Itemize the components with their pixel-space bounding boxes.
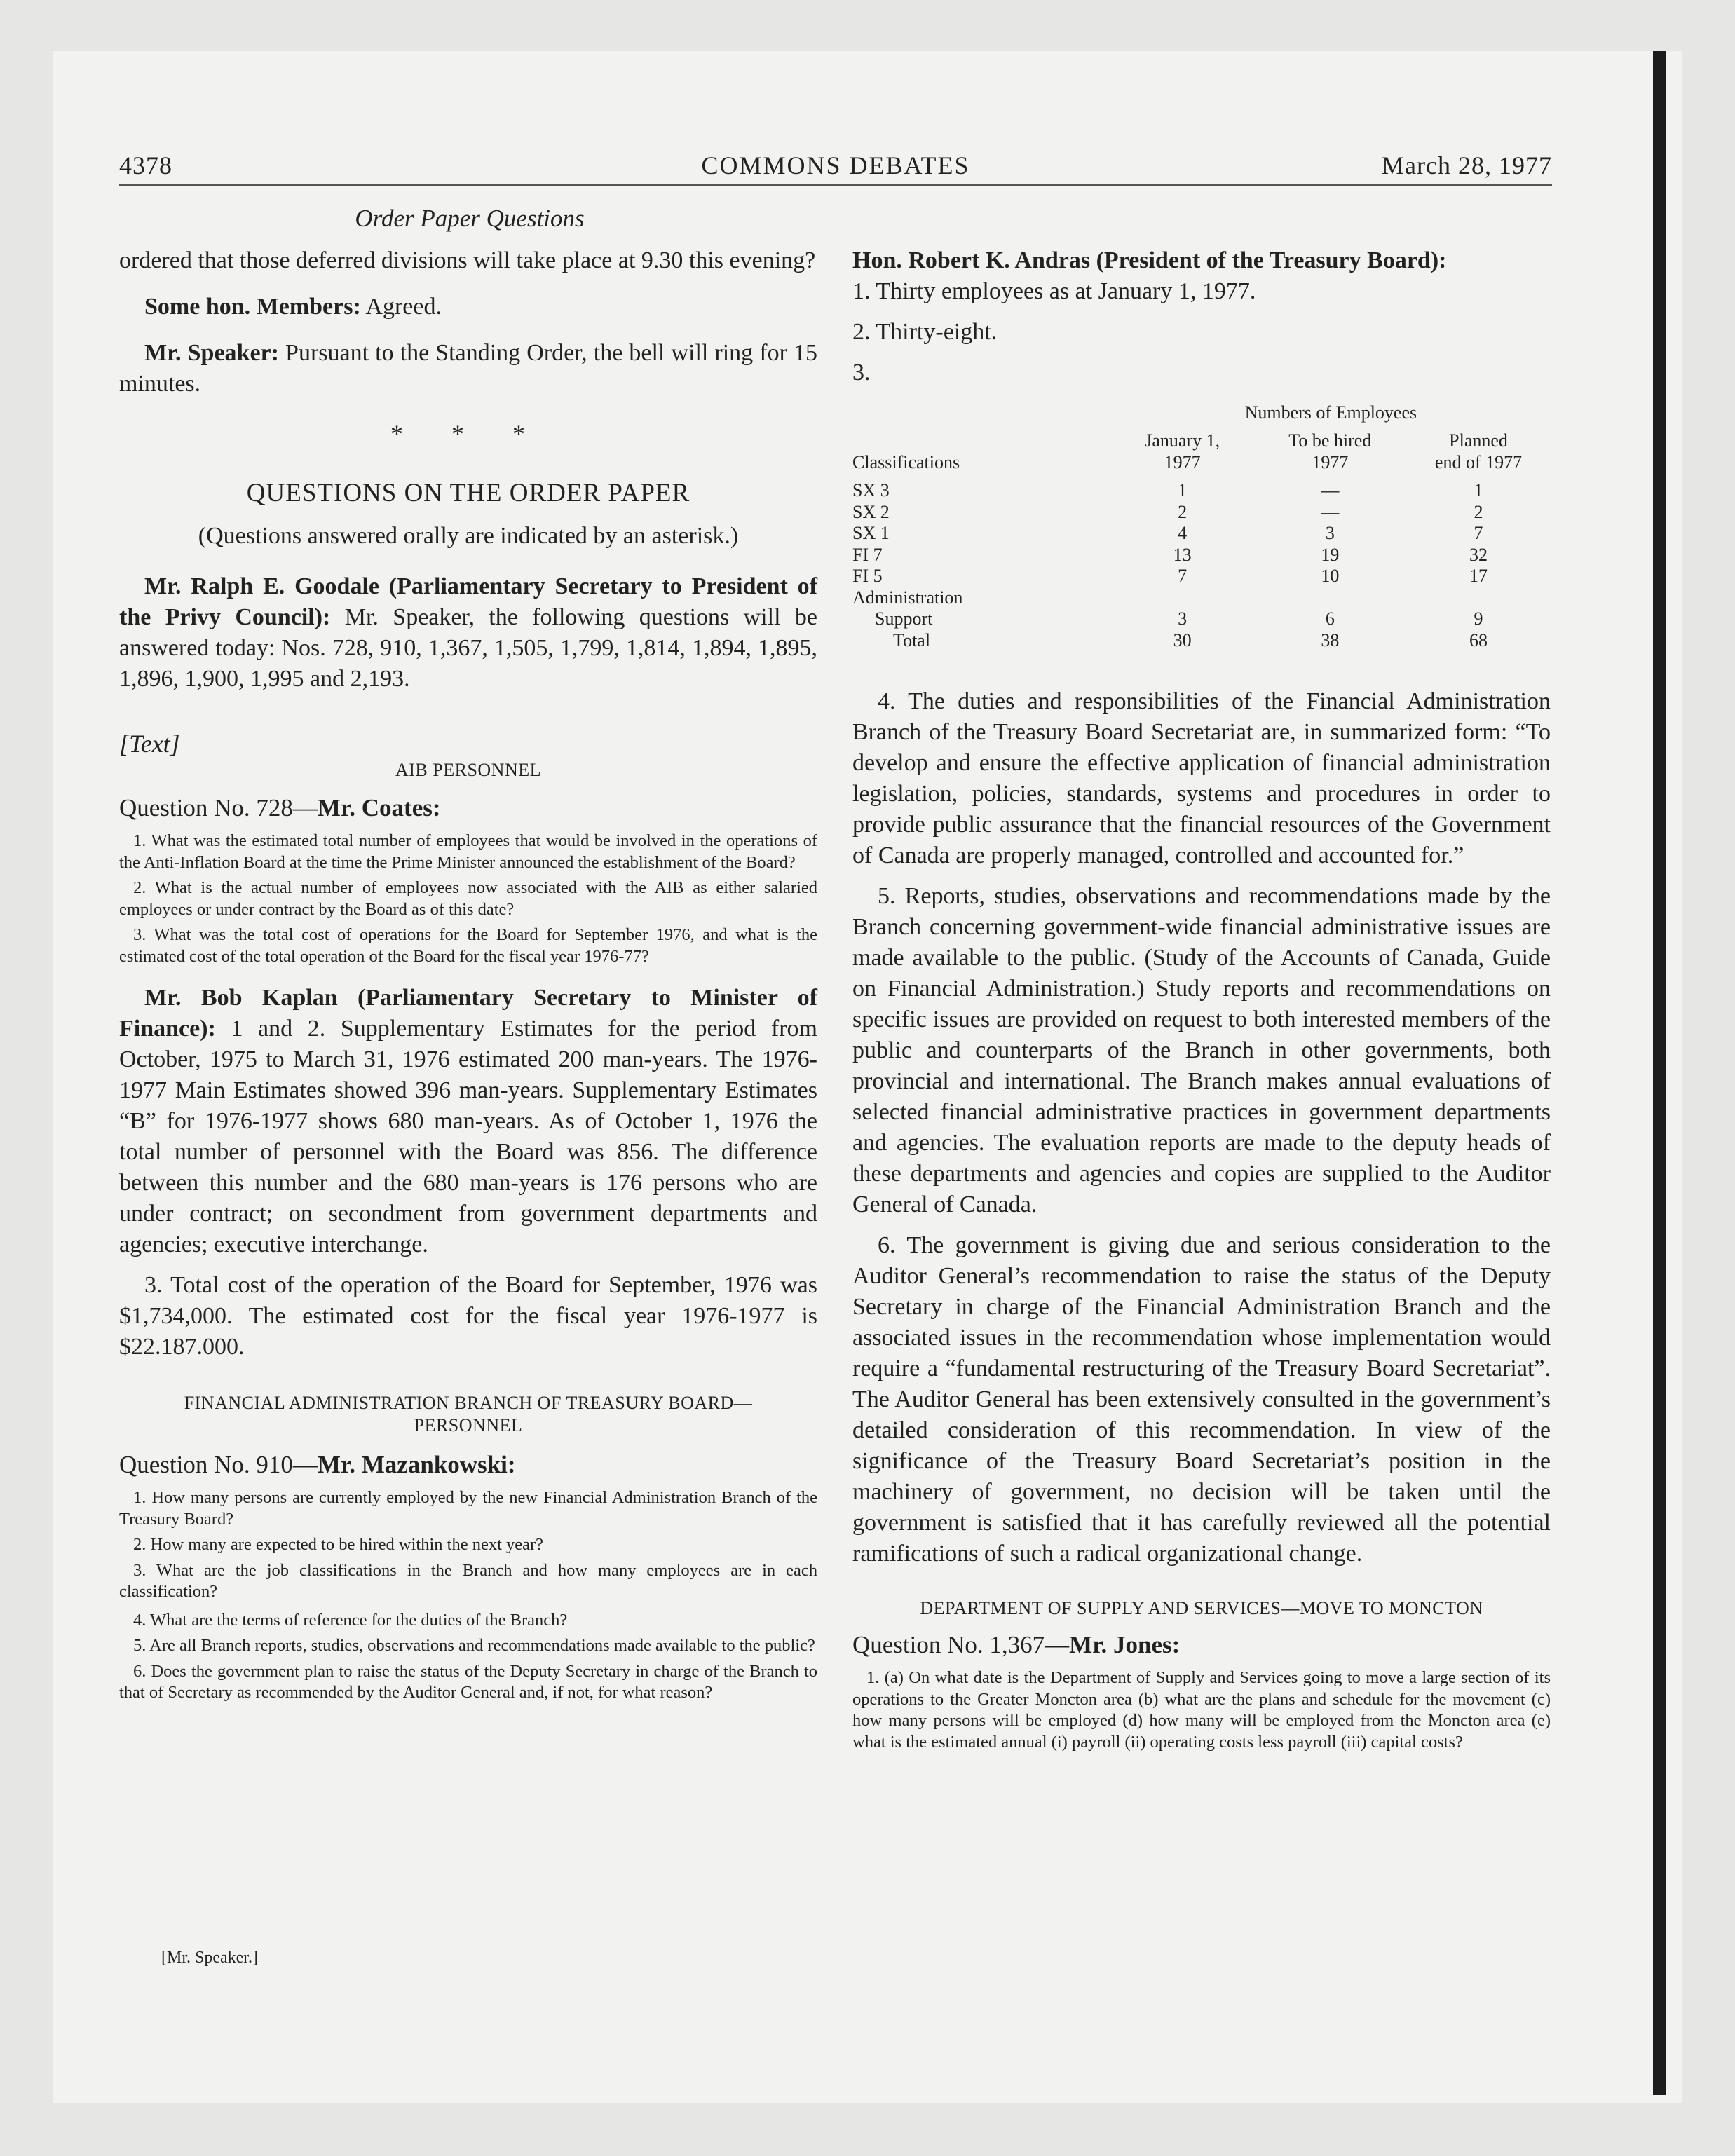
answer-3: 3. bbox=[852, 360, 871, 386]
column-header: January 1, bbox=[1145, 430, 1220, 451]
answer-2: 2. Thirty-eight. bbox=[852, 319, 998, 345]
table-row: Administration bbox=[852, 587, 963, 608]
table-row: SX 3 1 — 1 bbox=[852, 480, 1483, 500]
list-item: 6. Does the government plan to raise the status of the Deputy Secretary in charge of the Branch to that of Secretary as recommended by the Auditor General and, if not, for what reason? bbox=[119, 1661, 817, 1702]
list-item: 5. Are all Branch reports, studies, observations and recommendations made available to the public? bbox=[133, 1636, 815, 1655]
table-row: FI 7 13 19 32 bbox=[852, 544, 1488, 565]
asterisk-note: (Questions answered orally are indicated by an asterisk.) bbox=[198, 523, 739, 549]
paragraph-kaplan: Mr. Bob Kaplan (Parliamentary Secretary to Minister of Finance): 1 and 2. Supplementary Estimates for the period from October, 1975 to March 31, 1976 estimated 200 man-years. The 1976-1977 Main Estimates showed 396 man-years. Supplementary Estimates “B” for 1976-1977 shows 680 man-years. As of October 1, 1976 the total number of personnel with the Board was 856. The difference between this number and the 680 man-years is 176 persons who are under contract; on secondment from government departments and agencies; executive interchange. bbox=[119, 985, 817, 1257]
page-footer: [Mr. Speaker.] bbox=[161, 1949, 258, 1967]
paragraph-deferred-divisions: ordered that those deferred divisions will take place at 9.30 this evening? bbox=[119, 247, 816, 273]
answer-5: 5. Reports, studies, observations and recommendations made by the Branch concerning government-wide financial administrative issues are made available to the public. (Study of the Accounts of Canada, Guide on Financial Administration.) Study reports and recommendations on specific issues are provided on request to both interested members of the public and counterparts of the Branch in other governments, both provincial and international. The Branch makes annual evaluations of selected financial administrative practices in government departments and agencies. The evaluation reports are made to the deputy heads of these departments and agencies and copies are supplied to the Auditor General of Canada. bbox=[852, 883, 1551, 1217]
speaker-name: Mr. Ralph E. Goodale (Parliamentary Secretary to President of the Privy Council): bbox=[119, 573, 817, 630]
running-header bbox=[119, 151, 1552, 186]
table-row-total: Total 30 38 68 bbox=[893, 629, 1488, 650]
speaker-name: Mr. Bob Kaplan (Parliamentary Secretary to Minister of Finance): bbox=[119, 985, 817, 1042]
q910-items bbox=[119, 1487, 817, 1704]
paragraph-members-agreed: Some hon. Members: Agreed. bbox=[144, 294, 442, 320]
answer-4: 4. The duties and responsibilities of the Financial Administration Branch of the Treasury Board Secretariat are, in summarized form: “To develop and ensure the effective application of financial administration legislation, policies, standards, systems and procedures in order to provide public assurance that the financial resources of the Government of Canada are properly managed, controlled and accounted for.” bbox=[852, 688, 1551, 868]
employees-table: Numbers of Employees January 1, To be hired Planned Classifications 1977 1977 end of 1977 SX 3 1 — 1 SX 2 2 — 2 SX 1 4 3 7 FI 7 13 19 32 FI 5 7 10 17 Administration Support 3 6 9 Total 30 38 68 bbox=[852, 402, 1553, 651]
questions-heading: QUESTIONS ON THE ORDER PAPER bbox=[246, 479, 690, 507]
list-item: 1. How many persons are currently employed by the new Financial Administration Branch of the Treasury Board? bbox=[119, 1488, 817, 1529]
list-item: 2. How many are expected to be hired within the next year? bbox=[133, 1535, 544, 1554]
speaker-name: Mr. Speaker: bbox=[144, 340, 279, 366]
text-marker: [Text] bbox=[119, 730, 180, 758]
right-column bbox=[852, 245, 1551, 1753]
scan-edge-bar bbox=[1653, 51, 1666, 2095]
q1367-heading: Question No. 1,367—Mr. Jones: bbox=[852, 1631, 1181, 1658]
q728-heading: Question No. 728—Mr. Coates: bbox=[119, 794, 441, 821]
section-divider-stars: * * * bbox=[390, 420, 546, 448]
list-item: 3. What was the total cost of operations for the Board for September 1976, and what is the estimated cost of the total operation of the Board for the fiscal year 1976-77? bbox=[119, 925, 817, 966]
issue-date: March 28, 1977 bbox=[1382, 151, 1552, 179]
column-header: To be hired bbox=[1288, 430, 1372, 451]
q728-caption: AIB PERSONNEL bbox=[395, 760, 541, 780]
list-item: 4. What are the terms of reference for the duties of the Branch? bbox=[133, 1610, 568, 1630]
list-item: 1. (a) On what date is the Department of Supply and Services going to move a large section of its operations to the Greater Moncton area (b) what are the plans and schedule for the movement (c) how many persons will be employed (d) how many will be employed from the Moncton area (e) what is the estimated annual (i) payroll (ii) operating costs less payroll (iii) capital costs? bbox=[852, 1668, 1551, 1752]
list-item: 3. What are the job classifications in the Branch and how many employees are in each classification? bbox=[119, 1560, 817, 1601]
table-row: SX 2 2 — 2 bbox=[852, 501, 1483, 522]
speaker-name: Some hon. Members: bbox=[144, 294, 361, 320]
column-header: Planned bbox=[1449, 430, 1508, 451]
list-item: 1. What was the estimated total number of employees that would be involved in the operations of the Anti-Inflation Board at the time the Prime Minister announced the establishment of the Board? bbox=[119, 831, 817, 872]
table-group-header: Numbers of Employees bbox=[1244, 402, 1417, 423]
paragraph-goodale: Mr. Ralph E. Goodale (Parliamentary Secretary to President of the Privy Council): Mr. Speaker, the following questions will be answered today: Nos. 728, 910, 1,367, 1,505, 1,799, 1,814, 1,894, 1,895, 1,896, 1,900, 1,995 and 2,193. bbox=[119, 573, 817, 692]
section-subheading: Order Paper Questions bbox=[355, 205, 585, 232]
paragraph-speaker-bell: Mr. Speaker: Pursuant to the Standing Order, the bell will ring for 15 minutes. bbox=[119, 340, 817, 397]
table-row: SX 1 4 3 7 bbox=[852, 523, 1483, 543]
header-rule bbox=[119, 184, 1552, 186]
paragraph-kaplan-cost: 3. Total cost of the operation of the Board for September, 1976 was $1,734,000. The estimated cost for the fiscal year 1976-1977 is $22.187.000. bbox=[119, 1272, 817, 1360]
table-row: Support 3 6 9 bbox=[875, 608, 1483, 629]
q910-heading: Question No. 910—Mr. Mazankowski: bbox=[119, 1451, 516, 1478]
publication-title: COMMONS DEBATES bbox=[701, 151, 970, 179]
table-row: FI 5 7 10 17 bbox=[852, 566, 1488, 586]
q910-caption: FINANCIAL ADMINISTRATION BRANCH OF TREASURY BOARD— PERSONNEL bbox=[184, 1393, 753, 1435]
left-column bbox=[119, 245, 817, 1704]
answer-1: 1. Thirty employees as at January 1, 1977. bbox=[852, 278, 1256, 304]
column-header: Classifications bbox=[852, 451, 960, 472]
andras-speaker: Hon. Robert K. Andras (President of the Treasury Board): bbox=[852, 247, 1447, 273]
page-number: 4378 bbox=[119, 151, 172, 179]
list-item: 2. What is the actual number of employees now associated with the AIB as either salaried employees or under contract by the Board as of this date? bbox=[119, 878, 817, 919]
q728-items bbox=[119, 831, 817, 967]
q1367-caption: DEPARTMENT OF SUPPLY AND SERVICES—MOVE TO MONCTON bbox=[920, 1598, 1483, 1618]
answer-6: 6. The government is giving due and serious consideration to the Auditor General’s recommendation to raise the status of the Deputy Secretary in charge of the Financial Administration Branch and the associated issues in the recommendation whose implementation would require a “fundamental restructuring of the Treasury Board Secretariat”. The Auditor General has been extensively consulted in the government’s detailed consideration of this recommendation. In view of the significance of the Treasury Board Secretariat’s position in the machinery of government, no decision will be taken until the government is satisfied that it has carefully reviewed all the potential ramifications of such a radical organizational change. bbox=[852, 1232, 1551, 1567]
